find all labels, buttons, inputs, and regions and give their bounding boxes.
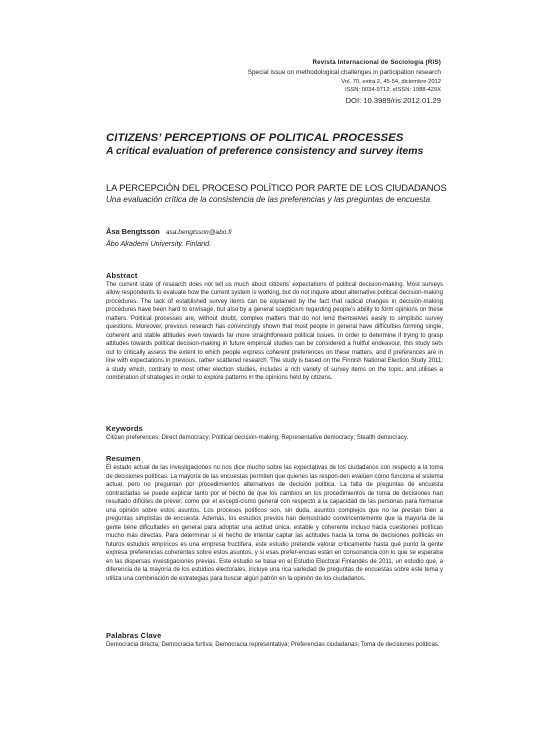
abstract-heading: Abstract [106, 271, 138, 280]
author-name: Åsa Bengtsson [106, 227, 160, 236]
doi-line[interactable]: DOI: 10.3989/ris.2012.01.29 [345, 96, 441, 105]
resumen-heading: Resumen [106, 454, 141, 463]
journal-title: Revista Internacional de Sociología (RIS) [312, 59, 441, 66]
english-title-block [106, 131, 446, 158]
abstract-body: The current state of research does not tell us much about citizens’ expectations of political decision-making. Most surveys allow respondents to evaluate how the current system is working, but do not inquire about alternative political decision-making procedures. The lack of established survey items can be explained by the fact that radical changes in decision-making procedures have been hard to envisage, but also by a general scepticism regarding people’s ability to form opinions on these matters. Political processes are, without doubt, complex matters that do not lend themselves easily to simplistic survey questions. Moreover, previous research has convincingly shown that most people in general have difficulties forming single, coherent and stable attitudes even towards far more straightforward political issues. In order to determine if trying to grasp attitudes towards political decision-making in future empirical studies can be considered a fruitful endeavour, this study sets out to critically assess the extent to which people express coherent preferences on these matters, and if preferences are in line with expectations in previous, rather scattered research. The study is based on the Finnish National Election Study 2011; a study which, contrary to most other election studies, includes a rich variety of survey items on the topic, and utilises a combination of strategies in order to explore patterns in the opinions held by citizens. [106, 282, 443, 381]
author-affiliation: Åbo Akademi University. Finland. [106, 239, 212, 248]
abstract-section [106, 271, 443, 382]
article-subtitle-es: Una evaluación crítica de la consistencia de las preferencias y las preguntas de encuesta [106, 195, 431, 204]
special-issue-line: Special issue on methodological challenges in participation research [247, 69, 441, 76]
palabras-clave-heading: Palabras Clave [106, 631, 162, 640]
spanish-title-block [106, 182, 446, 205]
palabras-clave-section [106, 631, 443, 649]
keywords-body: Citizen preferences; Direct democracy; Political decision-making; Representative democracy; Stealth democracy. [106, 435, 409, 441]
resumen-section [106, 454, 443, 583]
author-block [106, 226, 446, 249]
journal-header [248, 58, 441, 106]
author-line [106, 226, 446, 238]
keywords-heading: Keywords [106, 424, 143, 433]
author-email[interactable]: asa.bengtsson@abo.fi [165, 229, 232, 236]
keywords-section [106, 424, 443, 442]
volume-line: Vol. 70, extra 2, 45-54, diciembre 2012 [341, 78, 441, 85]
article-title-es: LA PERCEPCIÓN DEL PROCESO POLÍTICO POR PARTE DE LOS CIUDADANOS [106, 182, 447, 193]
resumen-body: El estado actual de las investigaciones no nos dice mucho sobre las expectativas de los ciudadanos con respecto a la toma de decisiones políticas. La mayoría de las encuestas permiten que quienes las respon-den evalúen cómo funciona el sistema actual, pero no preguntan por procedimientos alternativos de decisión política. La falta de preguntas de encuesta contrastadas se puede explicar tanto por el hecho de que los cambios en los procedimientos de toma de decisiones han resultado difíciles de prever, como por el escepti-cismo general con respecto a la capacidad de las personas para formarse una opinión sobre estos asuntos. Los procesos políticos son, sin duda, asuntos complejos que no se prestan bien a preguntas simplistas de encuesta. Además, los estudios previos han demostrado convincentemente que la mayoría de la gente tiene dificultades en general para adoptar una actitud única, estable y coherente incluso hacia cuestiones políticas mucho más directas. Para determinar si el hecho de intentar captar las actitudes hacia la toma de decisiones políticas en futuros estudios empíricos es una empresa fructífera, este estudio pretende valorar críticamente hasta qué punto la gente expresa preferencias coherentes sobre estos asuntos, y si esas prefer-encias están en consonancia con lo que se esperaba en las dispersas investigaciones previas. Este estudio se basa en el Estudio Electoral Finlandés de 2011, un estudio que, a diferencia de la mayoría de los estudios electorales, incluye una rica variedad de preguntas de encuestas sobre este tema y utiliza una combinación de estrategias para buscar algún patrón en la opinión de los ciudadanos. [106, 465, 443, 582]
issn-line: ISSN: 0034-9712; eISSN: 1988-429X [344, 87, 441, 93]
article-subtitle-en: A critical evaluation of preference consistency and survey items [106, 146, 424, 157]
article-title-en: CITIZENS’ PERCEPTIONS OF POLITICAL PROCESSES [106, 132, 404, 144]
palabras-clave-body: Democracia directa; Democracia furtiva; Democracia representativa; Preferencias ciudadanas; Toma de decisiones políticas. [106, 642, 440, 648]
